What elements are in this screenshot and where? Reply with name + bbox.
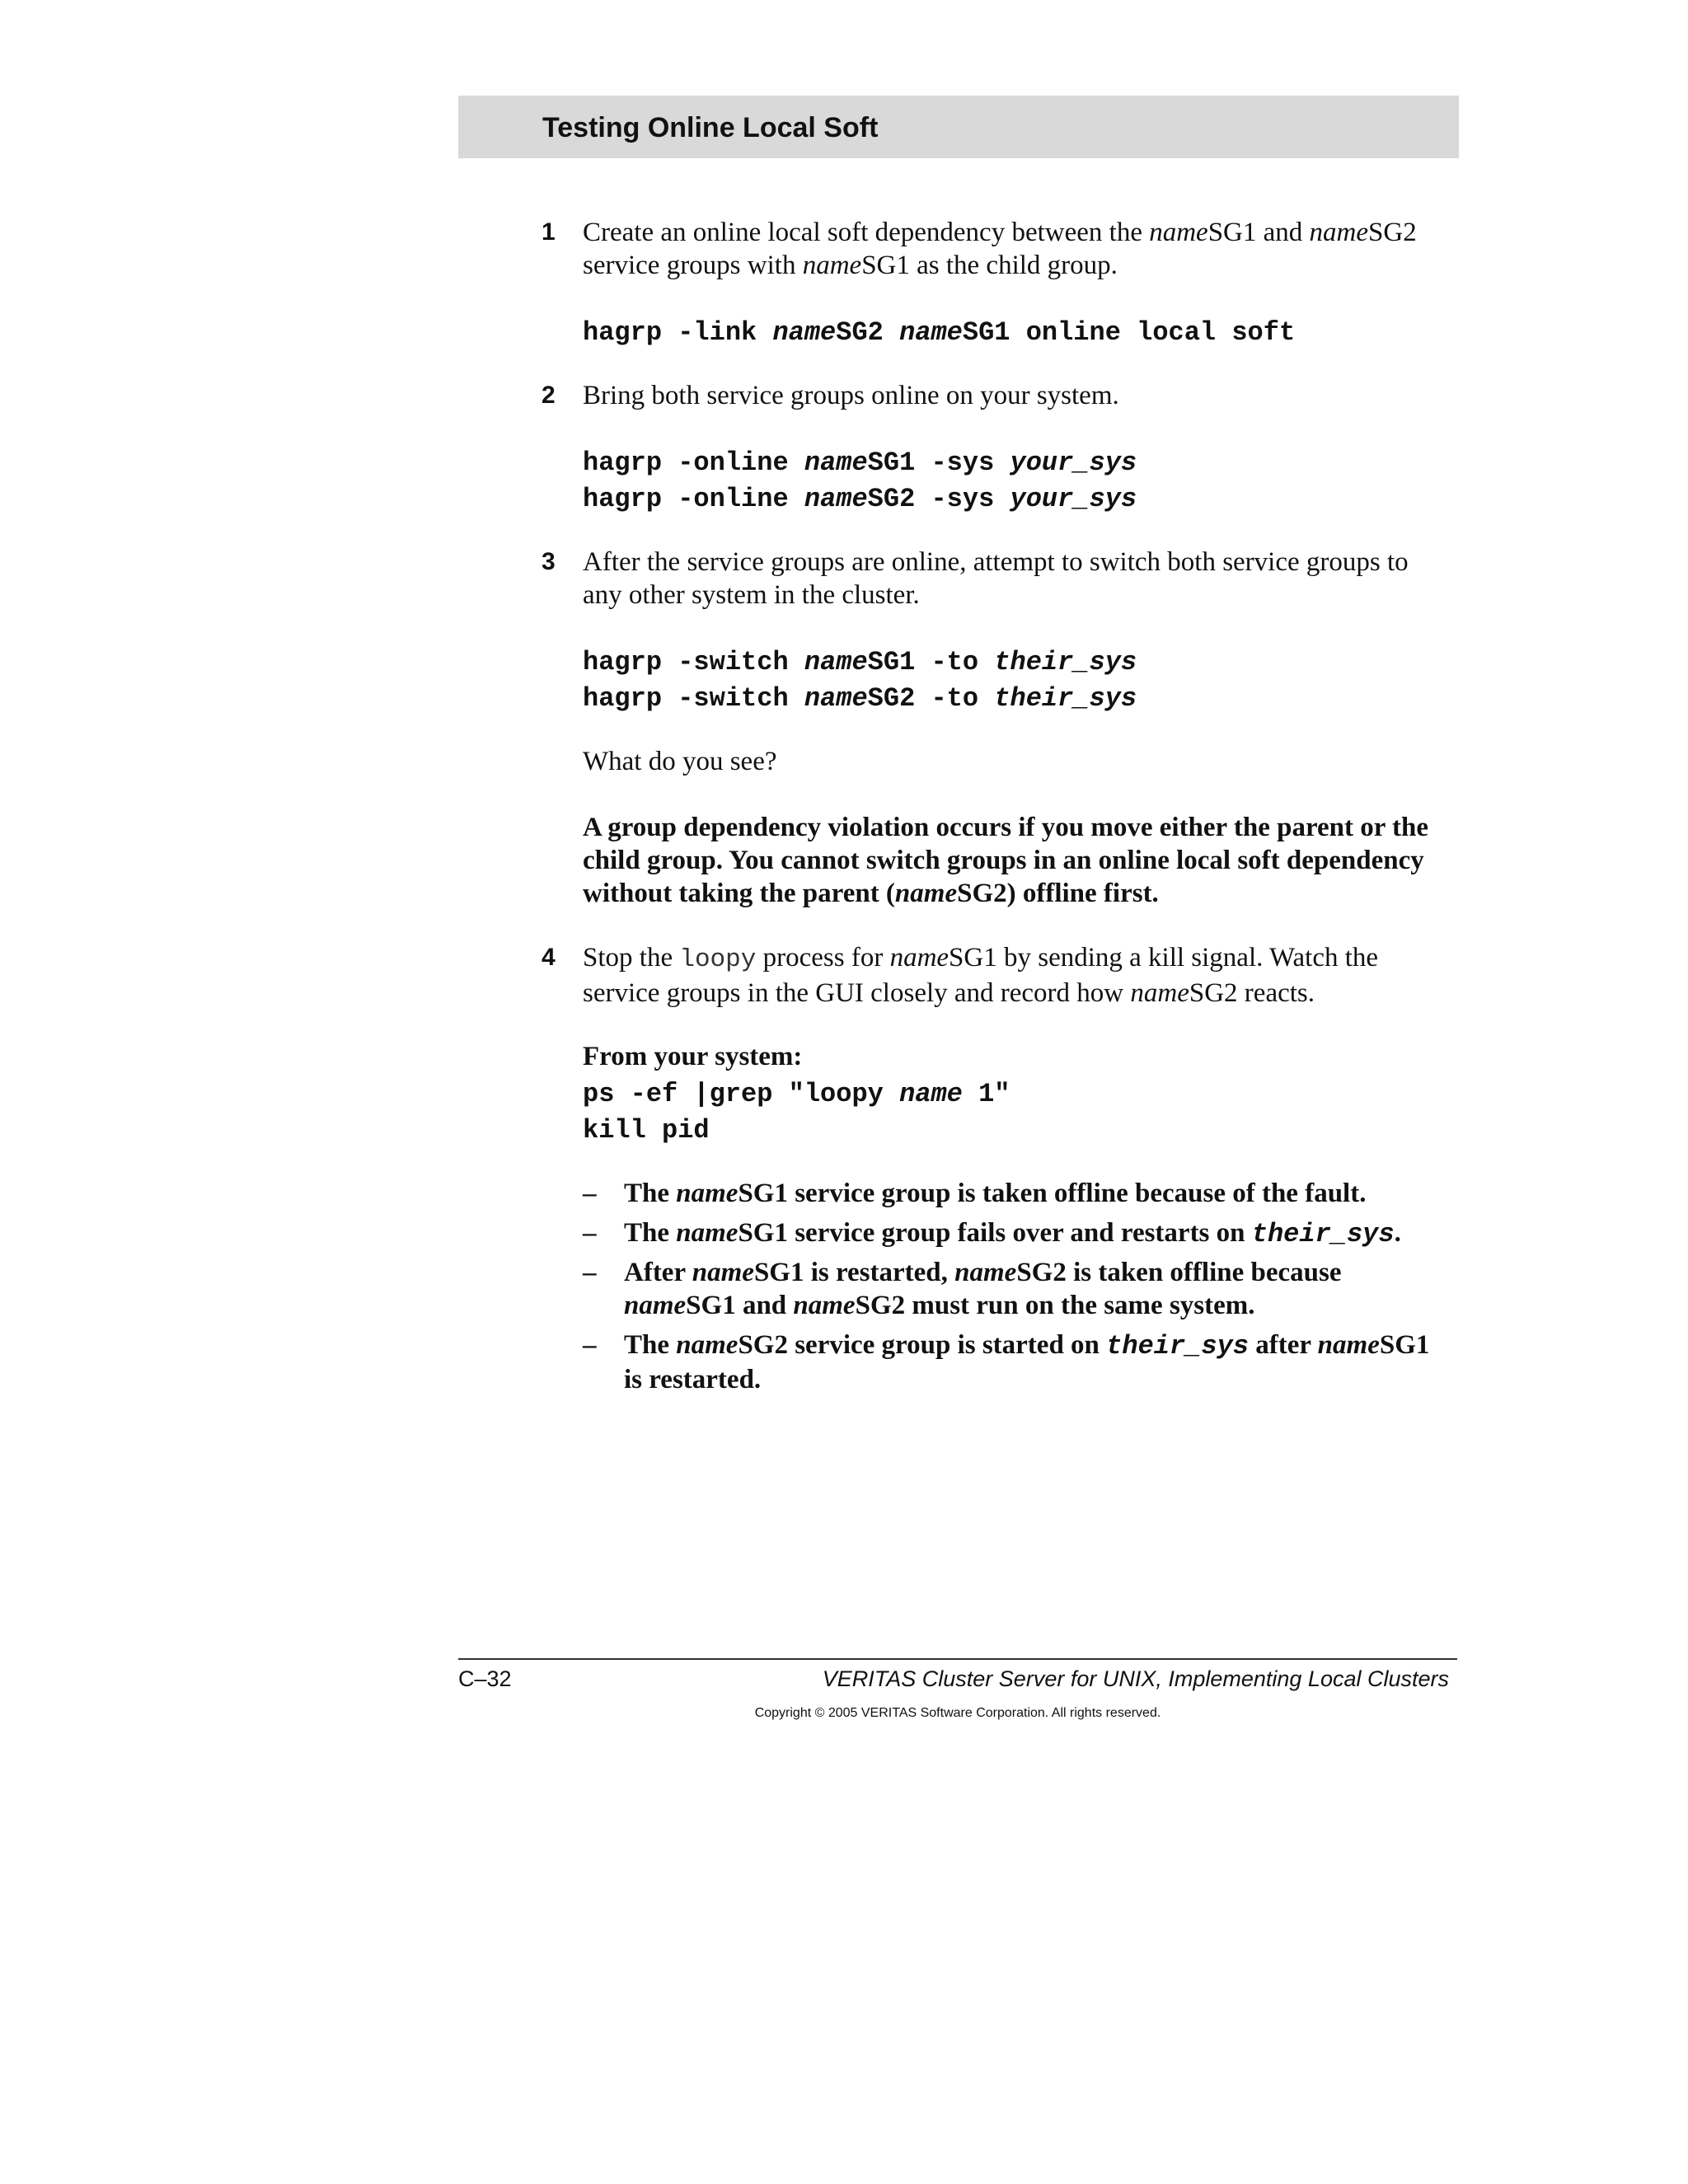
copyright-notice: Copyright © 2005 VERITAS Software Corporation. All rights reserved. — [754, 1706, 1161, 1720]
section-title: Testing Online Local Soft — [542, 112, 879, 143]
bullet-dash: – — [583, 1179, 597, 1208]
step-number: 2 — [542, 382, 556, 409]
bullet-dash: – — [583, 1258, 597, 1287]
command-line: hagrp -switch nameSG2 -to their_sys — [583, 683, 1137, 714]
section-header — [458, 96, 1459, 158]
bullet-dash: – — [583, 1330, 597, 1360]
footer-divider — [458, 1658, 1457, 1660]
page-number: C–32 — [458, 1666, 512, 1691]
command-line: hagrp -online nameSG2 -sys your_sys — [583, 484, 1137, 514]
step-number: 3 — [542, 548, 556, 575]
step-3-text: After the service groups are online, attempt to switch both service groups to any other system in the cluster. — [583, 547, 1409, 610]
bullet-item: The nameSG1 service group fails over and restarts on their_sys. — [624, 1218, 1401, 1249]
bullet-dash: – — [583, 1218, 597, 1248]
step-2-text: Bring both service groups online on your system. — [583, 381, 1119, 410]
step-4-text: Stop the loopy process for nameSG1 by sending a kill signal. Watch the service groups in the GUI closely and record how nameSG2 reacts. — [583, 943, 1379, 1008]
answer-text: A group dependency violation occurs if you move either the parent or the child group. You cannot switch groups in an online local soft dependency without taking the parent (nameSG2) offline first. — [583, 813, 1429, 908]
footer-title: VERITAS Cluster Server for UNIX, Implementing Local Clusters — [822, 1666, 1449, 1691]
command-line: hagrp -link nameSG2 nameSG1 online local soft — [583, 317, 1296, 348]
step-1-text: Create an online local soft dependency between the nameSG1 and nameSG2 service groups with nameSG1 as the child group. — [583, 218, 1417, 280]
command-line: ps -ef |grep "loopy name 1" — [583, 1079, 1010, 1109]
step-number: 1 — [542, 218, 556, 246]
question-text: What do you see? — [583, 747, 777, 776]
command-line: kill pid — [583, 1115, 710, 1146]
command-line: hagrp -online nameSG1 -sys your_sys — [583, 448, 1137, 478]
from-system-label: From your system: — [583, 1042, 803, 1071]
bullet-item: The nameSG1 service group is taken offline because of the fault. — [624, 1179, 1367, 1208]
command-line: hagrp -switch nameSG1 -to their_sys — [583, 647, 1137, 677]
bullet-item: The nameSG2 service group is started on their_sys after nameSG1 is restarted. — [624, 1330, 1430, 1394]
step-number: 4 — [542, 944, 556, 971]
bullet-item: After nameSG1 is restarted, nameSG2 is taken offline because nameSG1 and nameSG2 must run on the same system. — [624, 1258, 1342, 1320]
